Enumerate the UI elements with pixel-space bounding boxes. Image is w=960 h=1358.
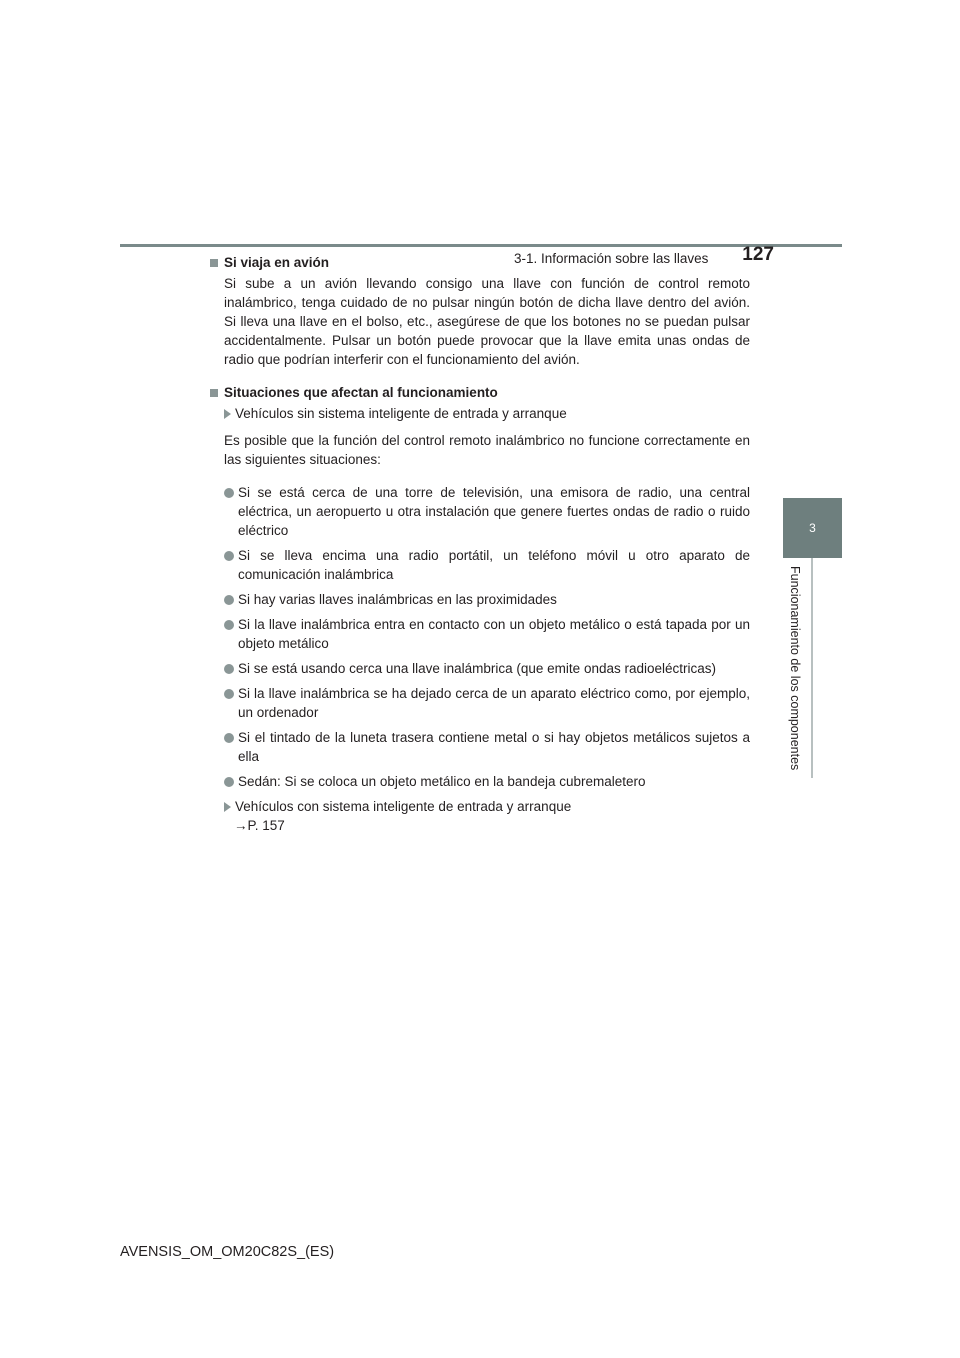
side-rule [811,558,813,778]
circle-bullet-icon [224,488,234,498]
list-item: Si la llave inalámbrica entra en contacto con un objeto metálico o está tapada por un objeto metálico [224,615,750,653]
list-item: Sedán: Si se coloca un objeto metálico en la bandeja cubremaletero [224,772,750,791]
circle-bullet-icon [224,595,234,605]
chapter-number: 3 [809,521,816,535]
subsection-with-smart-key [210,797,750,816]
section-title-text: Situaciones que afectan al funcionamiento [224,385,498,400]
subsection-without-smart-key [210,404,750,423]
circle-bullet-icon [224,551,234,561]
situations-list [210,483,750,791]
list-item: Si se está cerca de una torre de televisión, una emisora de radio, una central eléctrica, un aeropuerto u otra instalación que genere fuertes ondas de radio o ruido eléctrico [224,483,750,540]
list-item: Si se lleva encima una radio portátil, un teléfono móvil u otro aparato de comunicación inalámbrica [224,546,750,584]
triangle-right-icon [224,802,231,812]
situations-intro: Es posible que la función del control remoto inalámbrico no funcione correctamente en las siguientes situaciones: [224,433,750,467]
page-reference-link[interactable]: →P. 157 [234,818,285,833]
section-title-airplane [210,253,750,272]
document-code: AVENSIS_OM_OM20C82S_(ES) [120,1244,335,1260]
chapter-label: Funcionamiento de los componentes [788,566,802,771]
list-item: Si el tintado de la luneta trasera contiene metal o si hay objetos metálicos sujetos a ella [224,728,750,766]
list-item: Si hay varias llaves inalámbricas en las proximidades [224,590,750,609]
page-number: 127 [742,244,774,265]
subsection-text: Vehículos con sistema inteligente de entrada y arranque [235,799,572,814]
subsection-text: Vehículos sin sistema inteligente de entrada y arranque [235,406,567,421]
section-heading: 3-1. Información sobre las llaves [514,251,709,266]
circle-bullet-icon [224,777,234,787]
triangle-right-icon [224,409,231,419]
section-title-text: Si viaja en avión [224,255,330,270]
page-content [210,253,750,835]
square-bullet-icon [210,259,218,267]
chapter-tab[interactable] [783,498,842,558]
circle-bullet-icon [224,733,234,743]
list-item: Si la llave inalámbrica se ha dejado cerca de un aparato eléctrico como, por ejemplo, un ordenador [224,684,750,722]
circle-bullet-icon [224,664,234,674]
section-body-airplane: Si sube a un avión llevando consigo una llave con función de control remoto inalámbrico, tenga cuidado de no pulsar ningún botón de dicha llave dentro del avión. Si lleva una llave en el bolso, etc., asegúrese de que los botones no se puedan pulsar accidentalmente. Pulsar un botón puede provocar que la llave emita unas ondas de radio que podrían interferir con el funcionamiento del avión. [224,276,750,367]
square-bullet-icon [210,389,218,397]
list-item: Si se está usando cerca una llave inalámbrica (que emite ondas radioeléctricas) [224,659,750,678]
circle-bullet-icon [224,689,234,699]
section-title-situations [210,383,750,402]
circle-bullet-icon [224,620,234,630]
